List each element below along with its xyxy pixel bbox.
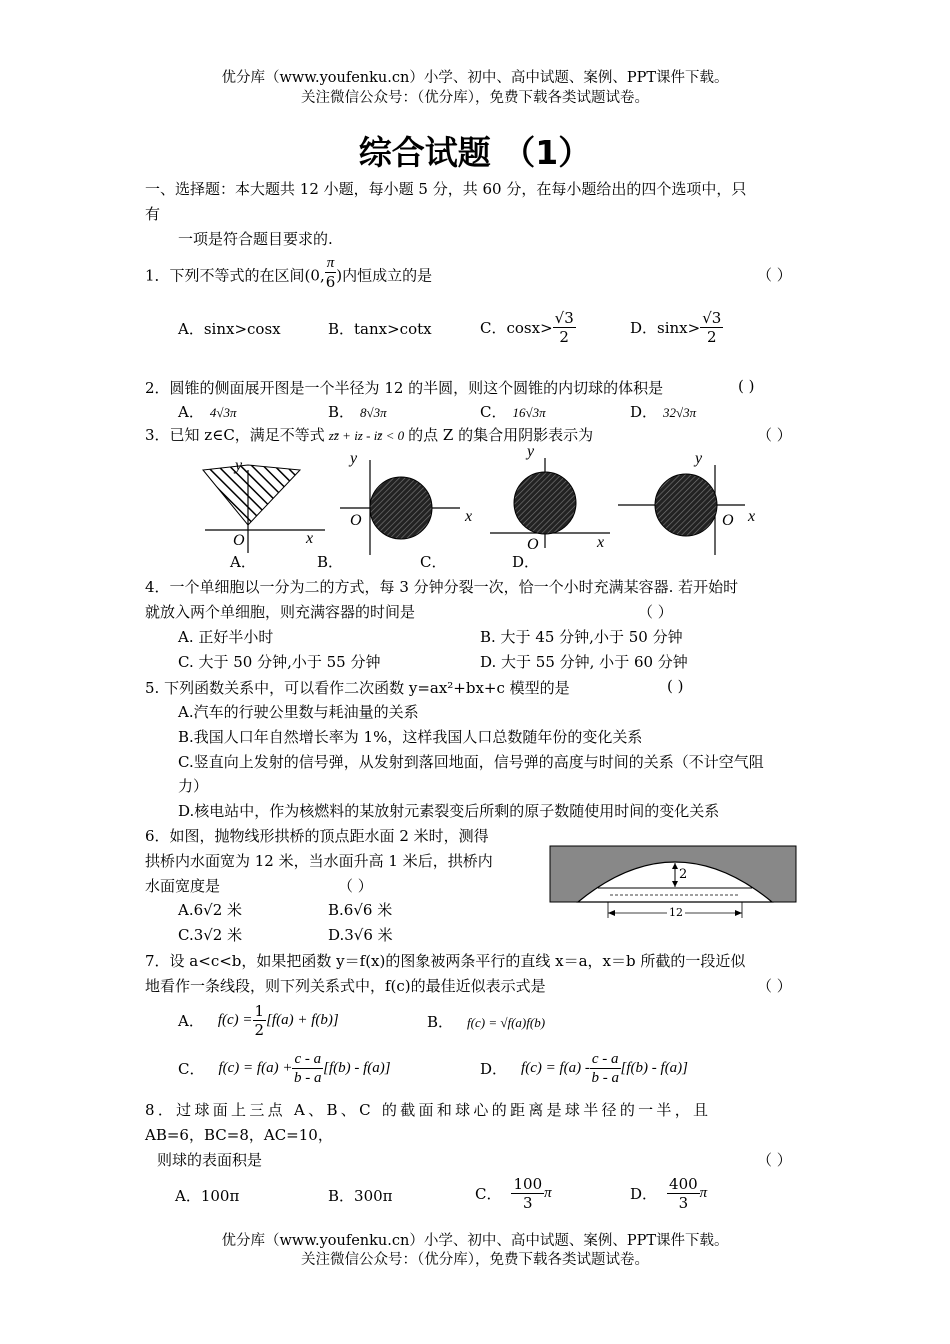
q8-stem-line1: 8．过球面上三点 A、B、C 的截面和球心的距离是球半径的一半，且 — [145, 1101, 712, 1119]
fig-a-origin: O — [233, 532, 245, 549]
q8-option-b: B．300π — [328, 1187, 393, 1205]
q1-option-b: B．tanx>cotx — [328, 320, 432, 338]
q4-answer-bracket: （ ） — [638, 603, 673, 621]
q2-stem: 2．圆锥的侧面展开图是一个半径为 12 的半圆，则这个圆锥的内切球的体积是 — [145, 379, 664, 397]
page-title: 综合试题 （1） — [358, 133, 592, 172]
q4-option-b: B. 大于 45 分钟,小于 50 分钟 — [480, 628, 683, 646]
q2-option-c: C． 16√3π — [480, 403, 546, 421]
q5-option-c: C.竖直向上发射的信号弹，从发射到落回地面，信号弹的高度与时间的关系（不计空气阻 — [178, 753, 764, 771]
fig-d-label: D． — [512, 553, 540, 571]
q7-option-a: A． f(c) = $\frac{1}{2}$ [f(a) + f(b)] — [178, 1002, 339, 1039]
fig-c-y-label: y — [527, 443, 535, 460]
q6-stem-line2: 拱桥内水面宽为 12 米，当水面升高 1 米后，拱桥内 — [145, 852, 493, 870]
q1-option-a: A．sinx>cosx — [178, 320, 281, 338]
q3-figure-b — [340, 460, 460, 555]
fig-a-x-label: x — [306, 530, 314, 547]
header-line-2: 关注微信公众号：（优分库），免费下载各类试题试卷。 — [301, 90, 649, 106]
fig-d-origin: O — [722, 512, 734, 529]
q3-figure-c — [490, 458, 610, 548]
q6-option-d: D.3√6 米 — [328, 926, 393, 944]
q5-option-c-cont: 力） — [178, 777, 209, 795]
q8-answer-bracket: （ ） — [757, 1151, 792, 1169]
q8-option-d: D． $\frac{400}{3}$ π — [630, 1175, 708, 1212]
q1-answer-bracket: （ ） — [757, 266, 792, 284]
q6-fig-width-label: 12 — [669, 906, 683, 919]
q7-option-d: D． f(c) = f(a) - $\frac{c - a}{b - a}$ [f(b) - f(a)] — [480, 1051, 689, 1086]
q7-stem-line2: 地看作一条线段，则下列关系式中，f(c)的最佳近似表示式是 — [145, 977, 546, 995]
q2-answer-bracket: ( ) — [738, 377, 755, 395]
fig-d-x-label: x — [748, 508, 756, 525]
section-intro-cont: 有 — [145, 205, 161, 223]
q8-stem-line2: AB=6，BC=8，AC=10， — [145, 1126, 333, 1144]
q6-stem-line3: 水面宽度是 — [145, 877, 221, 895]
q4-option-d: D. 大于 55 分钟, 小于 60 分钟 — [480, 653, 688, 671]
q4-stem-line2: 就放入两个单细胞，则充满容器的时间是 — [145, 603, 416, 621]
q2-option-a: A． 4√3π — [178, 403, 237, 421]
fig-a-label: A． — [230, 553, 256, 571]
fig-b-label: B． — [317, 553, 344, 571]
q1-option-d: D．sinx> $\frac{√3}{2}$ — [630, 309, 722, 346]
footer-line-1: 优分库（www.youfenku.cn）小学、初中、高中试题、案例、PPT课件下载。 — [221, 1233, 729, 1249]
q7-answer-bracket: （ ） — [757, 977, 792, 995]
fig-b-origin: O — [350, 512, 362, 529]
q1-stem: 1．下列不等式的在区间(0, $\frac{\pi}{6}$ )内恒成立的是 — [145, 255, 433, 291]
q6-option-b: B.6√6 米 — [328, 901, 393, 919]
q5-answer-bracket: ( ) — [667, 677, 684, 695]
q3-stem: 3．已知 z∈C，满足不等式 zz̄ + iz - iz̄ < 0 的点 Z 的集合用阴影表示为 — [145, 426, 594, 444]
q8-option-c: C． $\frac{100}{3}$ π — [475, 1175, 552, 1212]
q5-option-a: A.汽车的行驶公里数与耗油量的关系 — [178, 703, 419, 721]
q5-option-d: D.核电站中，作为核燃料的某放射元素裂变后所剩的原子数随使用时间的变化关系 — [178, 802, 720, 820]
footer-line-2: 关注微信公众号：（优分库），免费下载各类试题试卷。 — [301, 1252, 649, 1268]
q7-option-c: C． f(c) = f(a) + $\frac{c - a}{b - a}$ [f(b) - f(a)] — [178, 1051, 391, 1086]
q2-option-d: D． 32√3π — [630, 403, 697, 421]
q6-fig-height-label: 2 — [679, 867, 688, 882]
fig-b-y-label: y — [350, 450, 358, 467]
q6-option-c: C.3√2 米 — [178, 926, 243, 944]
q8-stem-line3: 则球的表面积是 — [157, 1151, 263, 1169]
q3-figure-d — [618, 465, 745, 555]
header-line-1: 优分库（www.youfenku.cn）小学、初中、高中试题、案例、PPT课件下载。 — [221, 70, 729, 86]
section-intro: 一、选择题：本大题共 12 小题，每小题 5 分，共 60 分，在每小题给出的四个选项中，只 — [145, 180, 747, 198]
q8-option-a: A．100π — [175, 1187, 240, 1205]
q5-option-b: B.我国人口年自然增长率为 1%，这样我国人口总数随年份的变化关系 — [178, 728, 643, 746]
fig-c-origin: O — [527, 536, 539, 553]
fig-d-y-label: y — [695, 450, 703, 467]
q5-stem: 5. 下列函数关系中，可以看作二次函数 y=ax²+bx+c 模型的是 — [145, 679, 570, 697]
q6-option-a: A.6√2 米 — [178, 901, 243, 919]
fig-a-y-label: y — [235, 457, 243, 474]
q4-stem-line1: 4．一个单细胞以一分为二的方式，每 3 分钟分裂一次，恰一个小时充满某容器. 若开始时 — [145, 578, 739, 596]
q3-answer-bracket: （ ） — [757, 426, 792, 444]
q1-option-c: C．cosx> $\frac{√3}{2}$ — [480, 309, 574, 346]
section-intro-line2: 一项是符合题目要求的. — [178, 230, 333, 248]
q6-stem-line1: 6．如图，抛物线形拱桥的顶点距水面 2 米时，测得 — [145, 827, 489, 845]
q6-answer-bracket: （ ） — [338, 877, 373, 895]
fig-c-label: C． — [420, 553, 447, 571]
q7-stem-line1: 7．设 a<c<b，如果把函数 y＝f(x)的图象被两条平行的直线 x＝a，x＝b 所截的一段近似 — [145, 952, 746, 970]
fig-b-x-label: x — [465, 508, 473, 525]
fig-c-x-label: x — [597, 534, 605, 551]
q2-option-b: B． 8√3π — [328, 403, 387, 421]
q7-option-b: B． f(c) = √f(a)f(b) — [427, 1013, 546, 1031]
q4-option-a: A. 正好半小时 — [178, 628, 274, 646]
q4-option-c: C. 大于 50 分钟,小于 55 分钟 — [178, 653, 381, 671]
